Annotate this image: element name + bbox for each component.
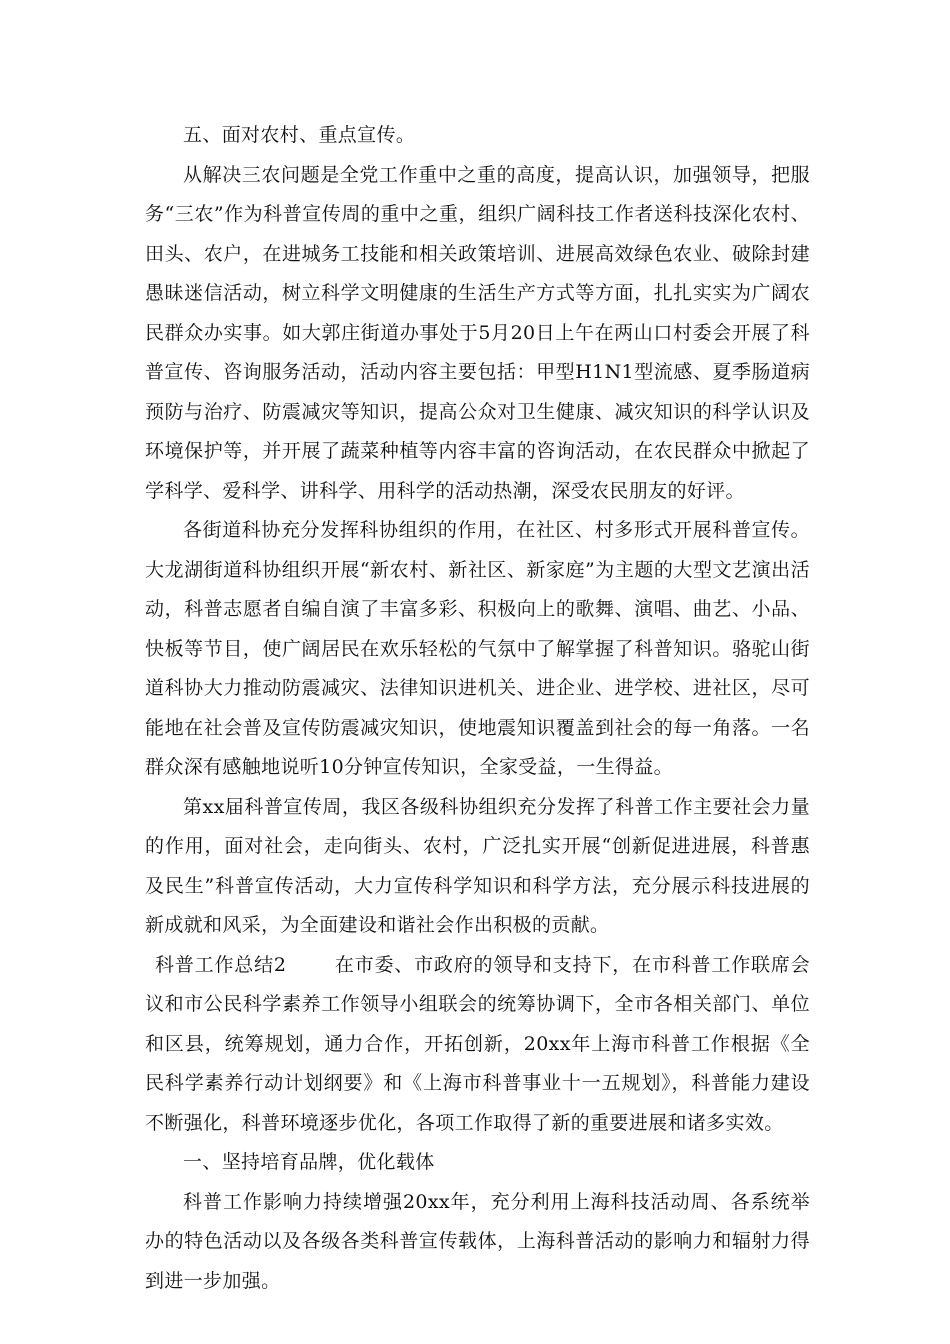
paragraph-section-one-heading: 一、坚持培育品牌，优化载体 — [183, 1151, 435, 1173]
document-body — [145, 116, 810, 1301]
summary-two-text: 在市委、市政府的领导和支持下，在市科普工作联席会议和市公民科学素养工作领导小组联会的统筹协调下，全市各相关部门、单位和区县，统筹规划，通力合作，开拓创新，20xx年上海市科普工作根据《全民科学素养行动计划纲要》和《上海市科普事业十一五规划》，科普能力建设不断强化，科普环境逐步优化，各项工作取得了新的重要进展和诸多实效。 — [145, 953, 810, 1134]
paragraph-science-week-summary: 第xx届科普宣传周，我区各级科协组织充分发挥了科普工作主要社会力量的作用，面对社会，走向街头、农村，广泛扎实开展“创新促进进展，科普惠及民生”科普宣传活动，大力宣传科学知识和科学方法，充分展示科技进展的新成就和风采，为全面建设和谐社会作出积极的贡献。 — [145, 795, 810, 936]
paragraph-rural-publicity: 从解决三农问题是全党工作重中之重的高度，提高认识，加强领导，把服务“三农”作为科普宣传周的重中之重，组织广阔科技工作者送科技深化农村、田头、农户，在进城务工技能和相关政策培训、进展高效绿色农业、破除封建愚昧迷信活动，树立科学文明健康的生活生产方式等方面，扎扎实实为广阔农民群众办实事。如大郭庄街道办事处于5月20日上午在两山口村委会开展了科普宣传、咨询服务活动，活动内容主要包括：甲型H1N1型流感、夏季肠道病预防与治疗、防震减灾等知识，提高公众对卫生健康、减灾知识的科学认识及环境保护等，并开展了蔬菜种植等内容丰富的咨询活动，在农民群众中掀起了学科学、爱科学、讲科学、用科学的活动热潮，深受农民朋友的好评。 — [145, 163, 810, 502]
paragraph-influence: 科普工作影响力持续增强20xx年，充分利用上海科技活动周、各系统举办的特色活动以及各级各类科普宣传载体，上海科普活动的影响力和辐射力得到进一步加强。 — [145, 1190, 810, 1292]
paragraph-section-five-heading: 五、面对农村、重点宣传。 — [183, 124, 416, 146]
paragraph-street-associations: 各街道科协充分发挥科协组织的作用，在社区、村多形式开展科普宣传。大龙湖街道科协组织开展“新农村、新社区、新家庭”为主题的大型文艺演出活动，科普志愿者自编自演了丰富多彩、积极向上的歌舞、演唱、曲艺、小品、快板等节目，使广阔居民在欢乐轻松的气氛中了解掌握了科普知识。骆驼山街道科协大力推动防震减灾、法律知识进机关、进企业、进学校、进社区，尽可能地在社会普及宣传防震减灾知识，使地震知识覆盖到社会的每一角落。一名群众深有感触地说听10分钟宣传知识，全家受益，一生得益。 — [145, 519, 810, 778]
paragraph-summary-two — [145, 946, 810, 1144]
summary-two-title: 科普工作总结2 — [155, 953, 287, 976]
